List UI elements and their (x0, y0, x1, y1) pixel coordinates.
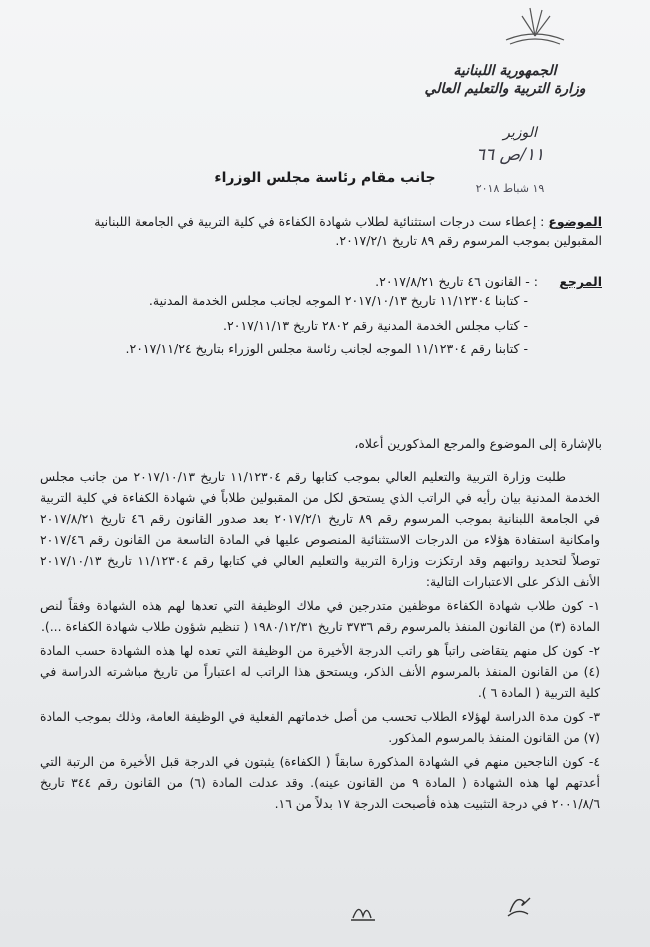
body-item-4: ٤- كون الناجحين منهم في الشهادة المذكورة سابقاً ( الكفاءة) يثبتون في الدرجة قبل الأخيرة من الرتبة التي أعدتهم لها هذه الشهادة ( المادة ٩ من القانون عينه). وقد عدلت المادة (٦) من القانون رقم ٣٤٤ تاريخ ٢٠٠١/٨/٦ في درجة التثبيت هذه فأصبحت الدرجة ١٧ بدلاً من ١٦. (40, 754, 601, 811)
references-block (52, 272, 602, 358)
initials-signature-left (345, 896, 385, 926)
ministry-logo-icon (500, 4, 570, 50)
body-item-3: ٣- كون مدة الدراسة لهؤلاء الطلاب تحسب من أصل خدماتهم الفعلية في الوظيفة العامة، وذلك بموجب المادة (٧) من القانون المنفذ بالمرسوم المذكور. (40, 709, 600, 745)
body-item-2: ٢- كون كل منهم يتقاضى راتباً هو راتب الدرجة الأخيرة من الوظيفة التي تعده لها هذه الشهادة حسب المادة (٤) من القانون المنفذ بالمرسوم الأنف الذكر، ويستحق هذا الراتب له اعتباراً من تاريخ مباشرته الدراسة في كلية التربية ( المادة ٦ ). (40, 643, 600, 700)
ministry-header: الجمهورية اللبنانية وزارة التربية والتعليم العالي (424, 63, 586, 97)
subject-text: : إعطاء ست درجات استثنائية لطلاب شهادة الكفاءة في كلية التربية في الجامعة اللبنانية المقبولين بموجب المرسوم رقم ٨٩ تاريخ ٢٠١٧/٢/١. (94, 214, 602, 248)
reference-item: - كتاب مجلس الخدمة المدنية رقم ٢٨٠٢ تاريخ ٢٠١٧/١١/١٣. (223, 318, 528, 333)
reference-item: - كتابنا رقم ١١/١٢٣٠٤ الموجه لجانب رئاسة مجلس الوزراء بتاريخ ٢٠١٧/١١/٢٤. (125, 341, 528, 356)
reference-item: : - القانون ٤٦ تاريخ ٢٠١٧/٨/٢١. (375, 274, 538, 289)
letter-body (40, 466, 600, 817)
subject-block (52, 212, 602, 250)
references-label: المرجع (559, 274, 602, 289)
body-paragraph: طلبت وزارة التربية والتعليم العالي بموجب كتابها رقم ١١/١٢٣٠٤ تاريخ ٢٠١٧/١٠/١٣ من جانب مجلس الخدمة المدنية بيان رأيه في الراتب الذي يستحق لكل من المقبولين طلاباً في شهادة الكفاءة في كلية التربية في الجامعة اللبنانية بموجب المرسوم رقم ٨٩ تاريخ ٢٠١٧/٢/١ بعد صدور القانون رقم ٤٦ تاريخ ٢٠١٧/٨/٢١ وامكانية استفادة هؤلاء من الدرجات الاستثنائية المنصوص عليها في المادة التاسعة من القانون رقم ٢٠١٧/٤٦ توصلاً لتحديد رواتبهم وقد ارتكزت وزارة التربية والتعليم العالي في كتابها رقم ١١/١٢٣٠٤ تاريخ ٢٠١٧/١٠/١٣ الأنف الذكر على الاعتبارات التالية: (40, 469, 600, 589)
references-list (52, 272, 602, 358)
minister-title: الوزير (503, 125, 537, 141)
handwritten-date: ١٩ شباط ٢٠١٨ (475, 182, 545, 195)
intro-line: بالإشارة إلى الموضوع والمرجع المذكورين أعلاه، (354, 436, 602, 451)
body-item-1: ١- كون طلاب شهادة الكفاءة موظفين متدرجين في ملاك الوظيفة التي تعدها لهم هذه الشهادة وفقاً لنص المادة (٣) من القانون المنفذ بالمرسوم رقم ٣٧٣٦ تاريخ ١٩٨٠/١٢/٣١ ( تنظيم شؤون طلاب شهادة الكفاءة ...). (40, 598, 600, 634)
initials-signature-right (500, 888, 540, 920)
addressee: جانب مقام رئاسة مجلس الوزراء (214, 170, 436, 186)
subject-label: الموضوع (548, 214, 602, 229)
reference-item: - كتابنا ١١/١٢٣٠٤ تاريخ ٢٠١٧/١٠/١٣ الموجه لجانب مجلس الخدمة المدنية. (148, 293, 528, 308)
reference-number: ١١/ص ٦٦ (475, 145, 545, 165)
